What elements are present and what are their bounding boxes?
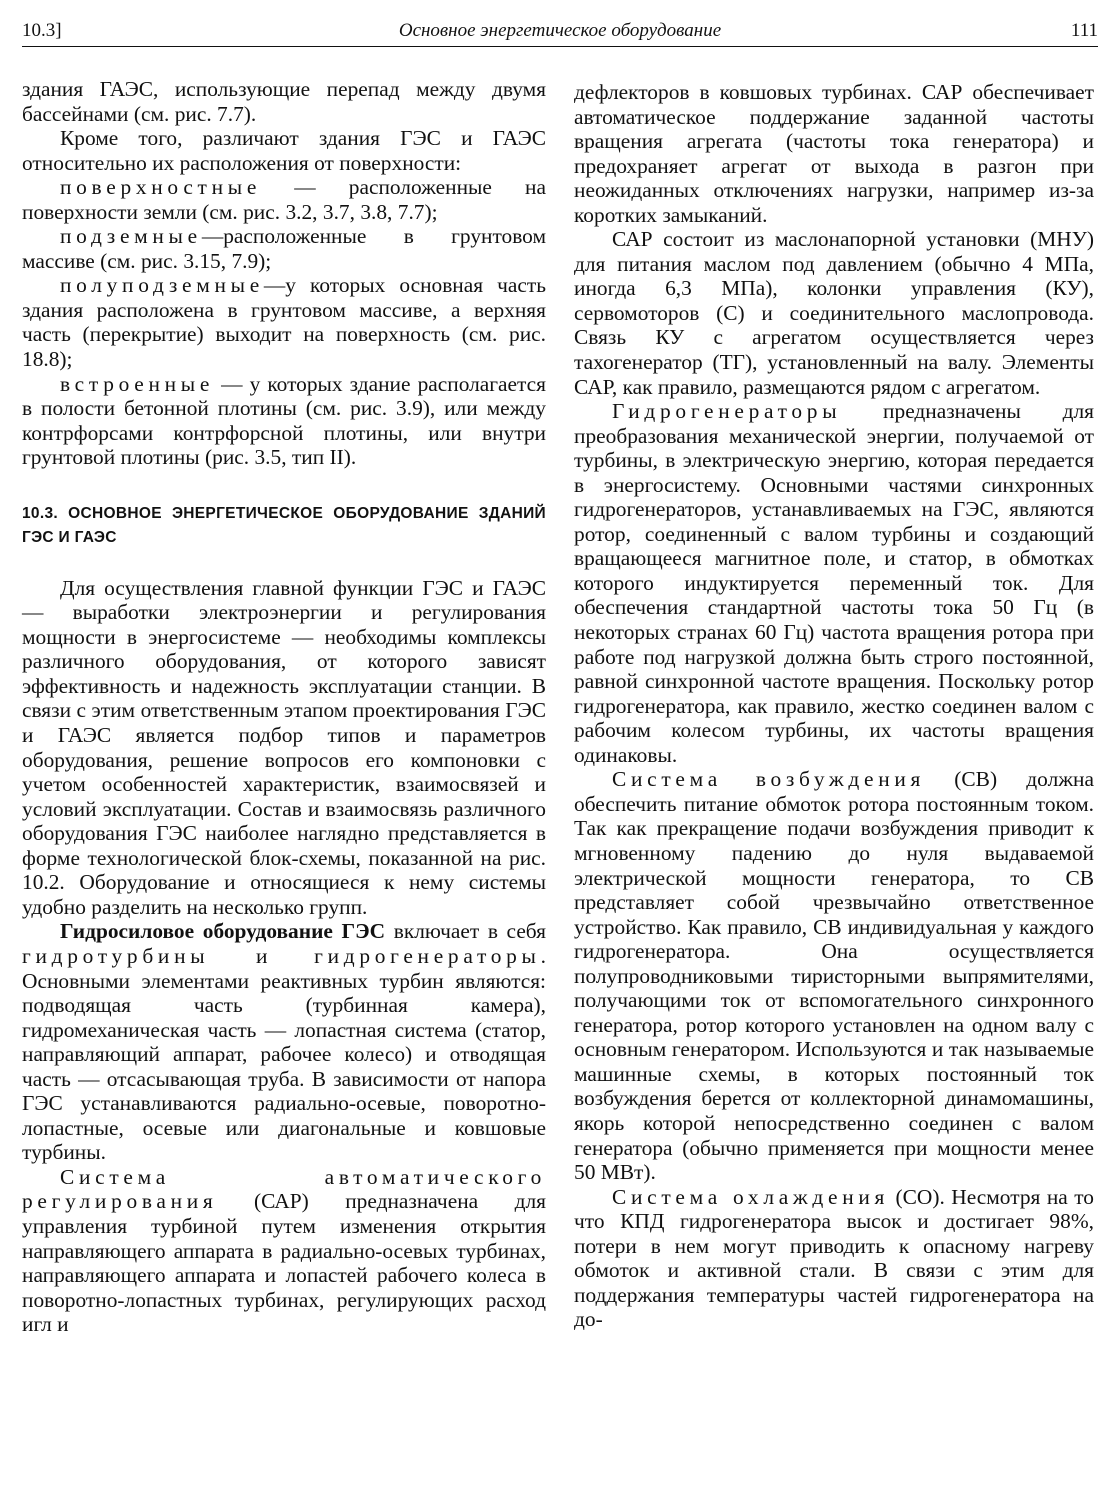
paragraph: [574, 767, 1094, 1184]
spaced-term: гидротурбины: [22, 943, 210, 968]
paragraph-text: включает в себя: [385, 919, 546, 944]
paragraph: [22, 175, 546, 224]
spaced-term: встроенные: [60, 371, 215, 396]
left-column: [22, 77, 546, 1337]
paragraph-text: . Основными элементами реактивных турбин являются: подводящая часть (турбинная камера), гидромеханическая часть — лопастная система (статор, направляющий аппарат, рабочее колесо) и отводящая часть — отсасывающая труба. В зависимости от напора ГЭС устанавливаются радиально-осевые, поворотно-лопастные, осевые или диагональные и ковшовые турбины.: [22, 943, 546, 1165]
paragraph: САР состоит из маслонапорной установки (МНУ) для питания маслом под давлением (обычно 4 МПа, иногда 6,3 МПа), колонки управления (КУ), сервомоторов (С) и соединительного маслопровода. Связь КУ с агрегатом осуществляется через тахогенератор (ТГ), установленный на валу. Элементы САР, как правило, размещаются рядом с агрегатом.: [574, 227, 1094, 399]
spaced-term: Система автоматического регулирования: [22, 1164, 546, 1214]
paragraph: [22, 372, 546, 470]
spaced-term: подземные: [60, 224, 202, 249]
running-title: Основное энергетическое оборудование: [398, 20, 722, 41]
paragraph: [574, 1185, 1094, 1332]
right-column: [574, 80, 1094, 1332]
section-heading: 10.3. ОСНОВНОЕ ЭНЕРГЕТИЧЕСКОЕ ОБОРУДОВАНИЕ ЗДАНИЙ ГЭС И ГАЭС: [22, 504, 546, 546]
paragraph-text: (САР) предназначена для управления турбиной путем изменения открытия направляющего аппарата в радиально-осевых турбинах, направляющего аппарата и лопастей рабочего колеса в поворотно-лопастных турбинах, регулирующих расход игл и: [22, 1189, 546, 1337]
spaced-term: Система охлаждения: [612, 1184, 890, 1209]
paragraph: дефлекторов в ковшовых турбинах. САР обеспечивает автоматическое поддержание заданной частоты вращения агрегата (частоты тока генератора) и предохраняет агрегат от выхода в разгон при неожиданных отключениях нагрузки, например из-за коротких замыканий.: [574, 80, 1094, 227]
spaced-term: гидрогенераторы: [314, 943, 541, 968]
running-header: [22, 20, 1098, 47]
paragraph: здания ГАЭС, использующие перепад между двумя бассейнами (см. рис. 7.7).: [22, 77, 546, 126]
paragraph: [22, 224, 546, 273]
spaced-term: полуподземные: [60, 273, 264, 298]
paragraph-text: —расположенные в грунтовом массиве (см. рис. 3.15, 7.9);: [22, 224, 546, 273]
paragraph: Кроме того, различают здания ГЭС и ГАЭС относительно их расположения от поверхности:: [22, 126, 546, 175]
paragraph-text: — у которых здание располагается в полости бетонной плотины (см. рис. 3.9), или между контрфорсами контрфорсной плотины, или внутри грунтовой плотины (рис. 3.5, тип II).: [22, 371, 546, 470]
spaced-term: Гидрогенераторы: [612, 399, 842, 424]
paragraph: Для осуществления главной функции ГЭС и ГАЭС — выработки электроэнергии и регулирования мощности в энергосистеме — необходимы комплексы различного оборудования, от которого зависят эффективность и надежность эксплуатации станции. В связи с этим ответственным этапом проектирования ГЭС и ГАЭС является подбор типов и параметров оборудования, решение вопросов его компоновки с учетом особенностей характеристик, взаимосвязей и условий эксплуатации. Состав и взаимосвязь различного оборудования ГЭС наиболее наглядно представляется в форме технологической блок-схемы, показанной на рис. 10.2. Оборудование и относящиеся к нему системы удобно разделить на несколько групп.: [22, 575, 546, 919]
paragraph: [574, 399, 1094, 767]
bold-term: Гидросиловое оборудование ГЭС: [60, 919, 386, 944]
paragraph-text: (СВ) должна обеспечить питание обмоток ротора постоянным током. Так как прекращение подачи возбуждения приводит к мгновенному падению до нуля выдаваемой электрической мощности генератора, то СВ представляет собой чрезвычайно ответственное устройство. Как правило, СВ индивидуальная у каждого гидрогенератора. Она осуществляется полупроводниковыми тиристорными выпрямителями, получающими ток от вспомогательного синхронного генератора, ротор которого установлен на одном валу с основным генератором. Используются и так называемые машинные схемы, в которых постоянный ток возбуждения берется от коллекторной динамомашины, якорь которой непосредственно соединен с валом генератора (обычно применяется при мощности менее 50 МВт).: [574, 767, 1094, 1185]
paragraph-text: — расположенные на поверхности земли (см. рис. 3.2, 3.7, 3.8, 7.7);: [22, 175, 546, 224]
spaced-term: поверхностные: [60, 175, 262, 200]
page-number: 111: [1070, 20, 1098, 41]
section-number: 10.3]: [22, 20, 62, 41]
paragraph: [22, 273, 546, 371]
paragraph-text: —у которых основная часть здания расположена в грунтовом массиве, а верхняя часть (перекрытие) выходит на поверхность (см. рис. 18.8);: [22, 273, 546, 372]
paragraph-text: предназначены для преобразования механической энергии, получаемой от турбины, в электрическую энергию, которая передается в энергосистему. Основными частями синхронных гидрогенераторов, устанавливаемых на ГЭС, являются ротор, соединенный с валом турбины и создающий вращающееся магнитное поле, и статор, в обмотках которого индуктируется переменный ток. Для обеспечения стандартной частоты тока 50 Гц (в некоторых странах 60 Гц) частота вращения ротора при работе под нагрузкой должна быть строго постоянной, равной синхронной частоте вращения. Поскольку ротор гидрогенератора, как правило, жестко соединен валом с рабочим колесом турбины, их частоты вращения одинаковы.: [574, 399, 1094, 767]
paragraph-text: и: [209, 943, 315, 968]
paragraph: [22, 919, 546, 1164]
paragraph: [22, 1165, 546, 1337]
spaced-term: Система возбуждения: [612, 767, 926, 792]
paragraph-text: (СО). Несмотря на то что КПД гидрогенератора высок и достигает 98%, потери в нем могут приводить к опасному нагреву обмоток и активной стали. В связи с этим для поддержания температуры частей гидрогенератора на до-: [574, 1184, 1094, 1332]
